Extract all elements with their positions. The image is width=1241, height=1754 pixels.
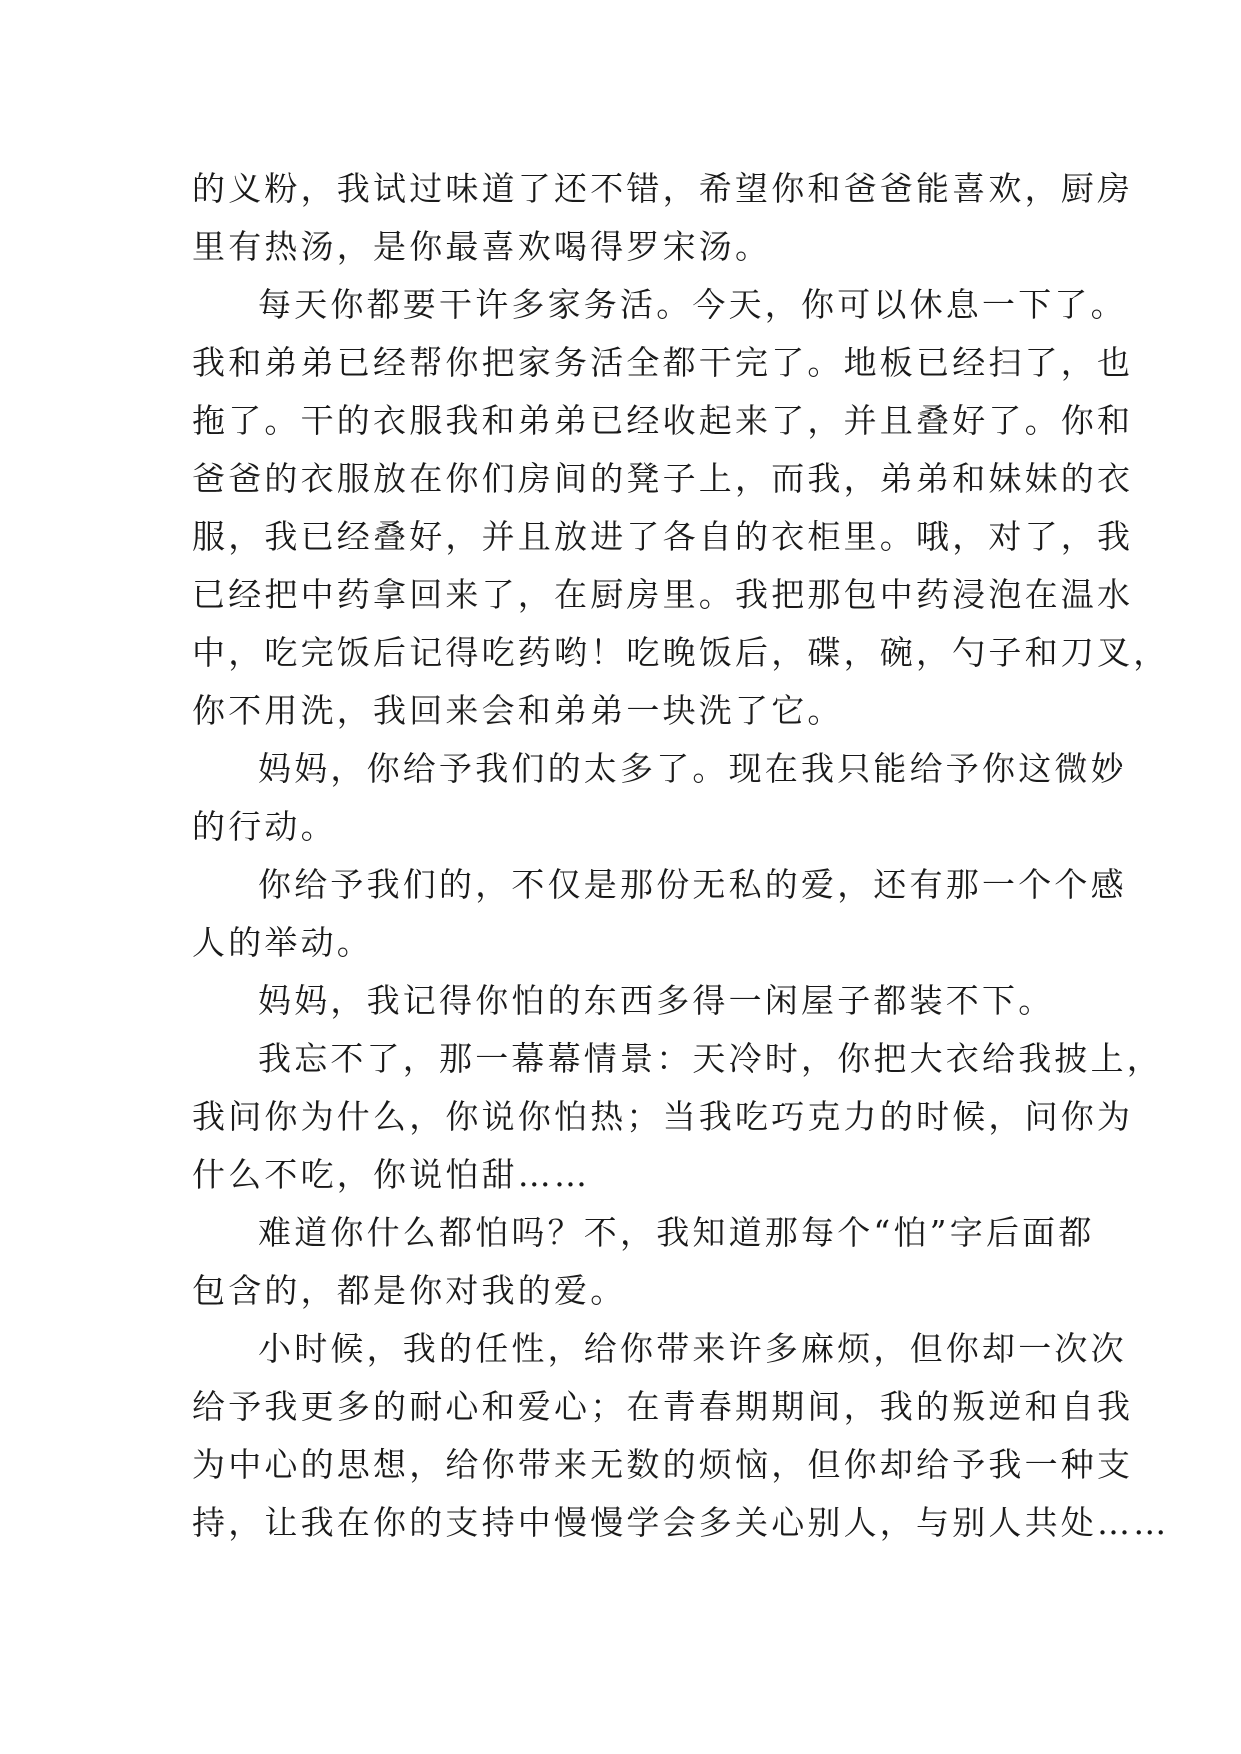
text-line: 给予我更多的耐心和爱心；在青春期期间，我的叛逆和自我 — [192, 1387, 1134, 1426]
text-line: 持，让我在你的支持中慢慢学会多关心别人，与别人共处…… — [192, 1503, 1170, 1542]
text-line: 爸爸的衣服放在你们房间的凳子上，而我，弟弟和妹妹的衣 — [192, 459, 1134, 498]
text-line: 已经把中药拿回来了，在厨房里。我把那包中药浸泡在温水 — [192, 575, 1134, 614]
text-line: 拖了。干的衣服我和弟弟已经收起来了，并且叠好了。你和 — [192, 401, 1134, 440]
paragraph-start-line: 妈妈，我记得你怕的东西多得一闲屋子都装不下。 — [258, 981, 1055, 1020]
document-body — [192, 160, 1170, 1552]
text-line: 我和弟弟已经帮你把家务活全都干完了。地板已经扫了，也 — [192, 343, 1134, 382]
text-line: 的义粉，我试过味道了还不错，希望你和爸爸能喜欢，厨房 — [192, 169, 1134, 208]
text-line: 你不用洗，我回来会和弟弟一块洗了它。 — [192, 691, 844, 730]
text-line: 为中心的思想，给你带来无数的烦恼，但你却给予我一种支 — [192, 1445, 1134, 1484]
paragraph-start-line: 你给予我们的，不仅是那份无私的爱，还有那一个个感 — [258, 865, 1127, 904]
text-line: 服，我已经叠好，并且放进了各自的衣柜里。哦，对了，我 — [192, 517, 1134, 556]
text-line: 我问你为什么，你说你怕热；当我吃巧克力的时候，问你为 — [192, 1097, 1134, 1136]
text-line: 什么不吃，你说怕甜…… — [192, 1155, 591, 1194]
text-line: 中，吃完饭后记得吃药哟！吃晚饭后，碟，碗，勺子和刀叉， — [192, 633, 1170, 672]
paragraph-start-line: 难道你什么都怕吗？不，我知道那每个“怕”字后面都 — [258, 1213, 1095, 1252]
paragraph-start-line: 小时候，我的任性，给你带来许多麻烦，但你却一次次 — [258, 1329, 1127, 1368]
text-line: 人的举动。 — [192, 923, 373, 962]
text-line: 的行动。 — [192, 807, 337, 846]
text-line: 里有热汤，是你最喜欢喝得罗宋汤。 — [192, 227, 772, 266]
text-line: 包含的，都是你对我的爱。 — [192, 1271, 627, 1310]
paragraph-start-line: 我忘不了，那一幕幕情景：天冷时，你把大衣给我披上， — [258, 1039, 1163, 1078]
paragraph-start-line: 每天你都要干许多家务活。今天，你可以休息一下了。 — [258, 285, 1127, 324]
paragraph-start-line: 妈妈，你给予我们的太多了。现在我只能给予你这微妙 — [258, 749, 1127, 788]
